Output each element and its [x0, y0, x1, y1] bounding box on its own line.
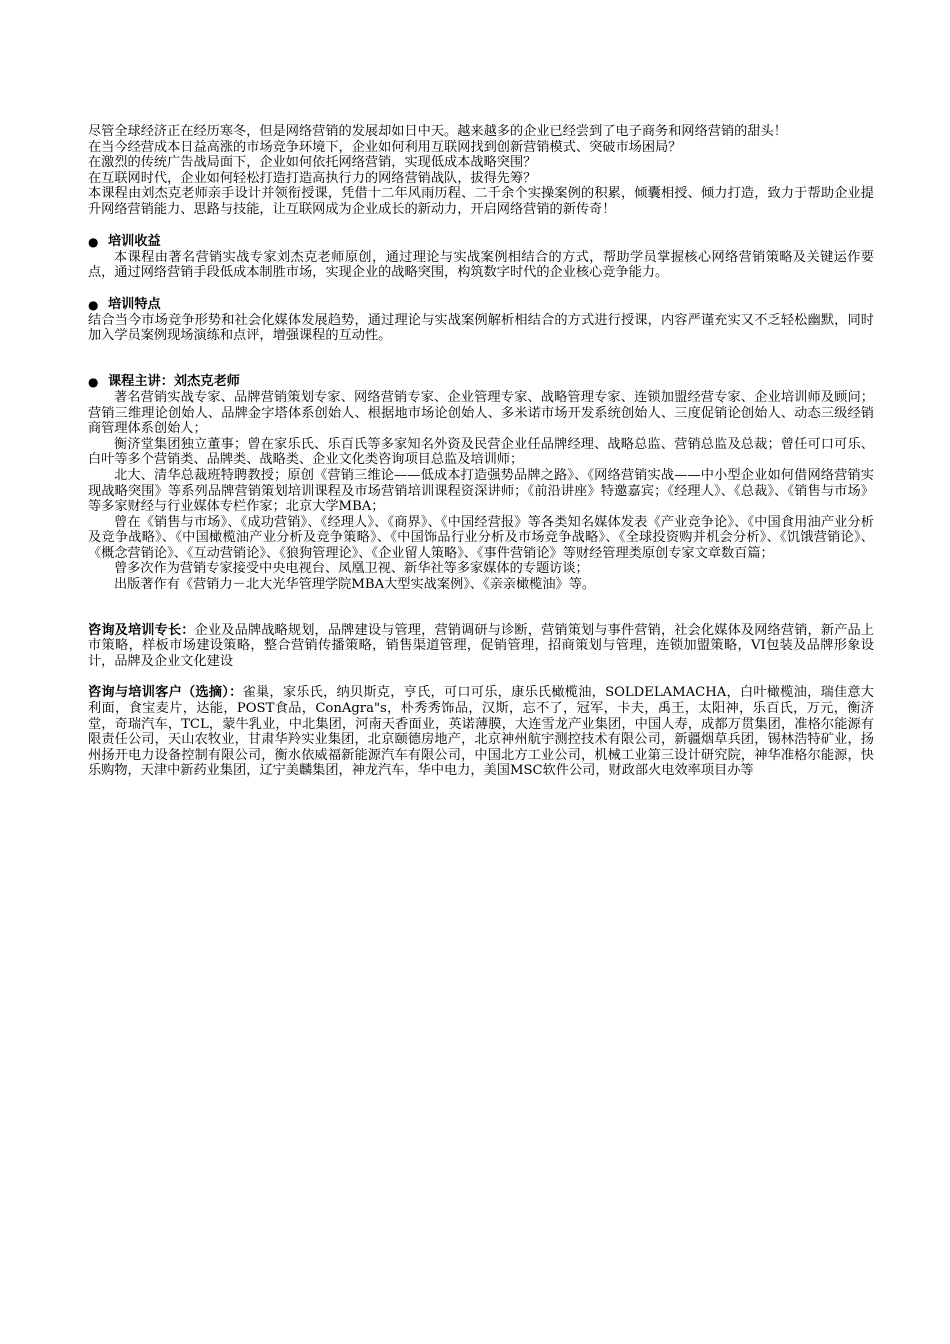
intro-section	[88, 124, 874, 218]
lecturer-paragraph: 曾在《销售与市场》、《成功营销》、《经理人》、《商界》、《中国经营报》等各类知名媒体发表《产业竞争论》、《中国食用油产业分析及竞争战略》、《中国橄榄油产业分析及竞争策略》、《中国饰品行业分析及市场竞争战略》、《全球投资购并机会分析》、《饥饿营销论》、《概念营销论》、《互动营销论》、《狼狗管理论》、《企业留人策略》、《事件营销论》等财经管理类原创专家文章数百篇；	[88, 514, 874, 561]
bullet-icon: ●	[88, 374, 99, 389]
benefits-section	[88, 234, 874, 281]
lecturer-heading	[88, 374, 874, 390]
lecturer-paragraph: 北大、清华总裁班特聘教授；原创《营销三维论——低成本打造强势品牌之路》、《网络营销实战——中小型企业如何借网络营销实现战略突围》等系列品牌营销策划培训课程及市场营销培训课程资深讲师；《前沿讲座》特邀嘉宾；《经理人》、《总裁》、《销售与市场》等多家财经与行业媒体专栏作家；北京大学MBA；	[88, 467, 874, 515]
features-section	[88, 297, 874, 344]
intro-paragraph: 本课程由刘杰克老师亲手设计并领衔授课，凭借十二年风雨历程、二千余个实操案例的积累，倾囊相授、倾力打造，致力于帮助企业提升网络营销能力、思路与技能，让互联网成为企业成长的新动力，开启网络营销的新传奇！	[88, 186, 874, 217]
features-text: 结合当今市场竞争形势和社会化媒体发展趋势，通过理论与实战案例解析相结合的方式进行授课，内容严谨充实又不乏轻松幽默，同时加入学员案例现场演练和点评，增强课程的互动性。	[88, 312, 874, 344]
intro-paragraph: 尽管全球经济正在经历寒冬，但是网络营销的发展却如日中天。越来越多的企业已经尝到了电子商务和网络营销的甜头！	[88, 124, 787, 139]
benefits-title: 培训收益	[108, 233, 161, 249]
lecturer-section	[88, 374, 874, 593]
clients-label: 咨询与培训客户（选摘）：	[88, 685, 243, 701]
lecturer-paragraph: 著名营销实战专家、品牌营销策划专家、网络营销专家、企业管理专家、战略管理专家、连锁加盟经营专家、企业培训师及顾问；营销三维理论创始人、品牌金字塔体系创始人、根据地市场论创始人、多米诺市场开发系统创始人、三度促销论创始人、动态三级经销商管理体系创始人；	[88, 389, 874, 437]
clients-text: 雀巢，家乐氏，纳贝斯克，亨氏，可口可乐，康乐氏橄榄油，SOLDELAMACHA，白叶橄榄油，瑞佳意大利面，食宝麦片，达能，POST食品，ConAgra"s，朴秀秀饰品，汉斯，忘不了，冠军，卡夫，禹王，太阳神，乐百氏，万元，衡济堂，奇瑞汽车，TCL，蒙牛乳业，中北集团，河南天香面业，英诺薄膜，大连雪龙产业集团，中国人寿，成都万贯集团，准格尔能源有限责任公司，天山农牧业，甘肃华羚实业集团，北京颐德房地产，北京神州航宇测控技术有限公司，新疆烟草兵团，锡林浩特矿业，扬州扬开电力设备控制有限公司，衡水依威福新能源汽车有限公司，中国北方工业公司，机械工业第三设计研究院，神华准格尔能源，快乐购物，天津中新药业集团，辽宁美麟集团，神龙汽车，华中电力，美国MSC软件公司，财政部火电效率项目办等	[88, 685, 874, 779]
features-title: 培训特点	[108, 296, 161, 312]
clients-paragraph	[88, 685, 874, 779]
clients-section	[88, 685, 874, 779]
lecturer-paragraph: 出版著作有《营销力－北大光华管理学院MBA大型实战案例》、《亲亲橄榄油》等。	[114, 577, 596, 593]
expertise-text: 企业及品牌战略规划，品牌建设与管理，营销调研与诊断，营销策划与事件营销，社会化媒体及网络营销，新产品上市策略，样板市场建设策略，整合营销传播策略，销售渠道管理，促销管理，招商策划与管理，连锁加盟策略，VI包装及品牌形象设计，品牌及企业文化建设	[88, 622, 875, 669]
intro-paragraph: 在当今经营成本日益高涨的市场竞争环境下，企业如何利用互联网找到创新营销模式、突破市场困局？	[88, 139, 682, 155]
lecturer-paragraph: 曾多次作为营销专家接受中央电视台、凤凰卫视、新华社等多家媒体的专题访谈；	[114, 561, 589, 577]
bullet-icon: ●	[88, 297, 99, 312]
benefits-heading	[88, 234, 874, 250]
expertise-label: 咨询及培训专长：	[88, 622, 195, 638]
lecturer-title: 课程主讲：刘杰克老师	[108, 373, 240, 389]
lecturer-paragraph: 衡济堂集团独立董事；曾在家乐氏、乐百氏等多家知名外资及民营企业任品牌经理、战略总监、营销总监及总裁；曾任可口可乐、白叶等多个营销类、品牌类、战略类、企业文化类咨询项目总监及培训师；	[88, 436, 874, 468]
expertise-paragraph	[88, 623, 874, 670]
expertise-section	[88, 623, 874, 670]
intro-paragraph: 在激烈的传统广告战局面下，企业如何依托网络营销，实现低成本战略突围？	[88, 155, 537, 171]
document-page	[88, 124, 874, 779]
intro-paragraph: 在互联网时代，企业如何轻松打造打造高执行力的网络营销战队，拔得先筹？	[88, 170, 537, 186]
benefits-text: 本课程由著名营销实战专家刘杰克老师原创，通过理论与实战案例相结合的方式，帮助学员掌握核心网络营销策略及关键运作要点，通过网络营销手段低成本制胜市场，实现企业的战略突围，构筑数字时代的企业核心竞争能力。	[88, 249, 874, 281]
bullet-icon: ●	[88, 234, 99, 249]
features-heading	[88, 297, 874, 313]
